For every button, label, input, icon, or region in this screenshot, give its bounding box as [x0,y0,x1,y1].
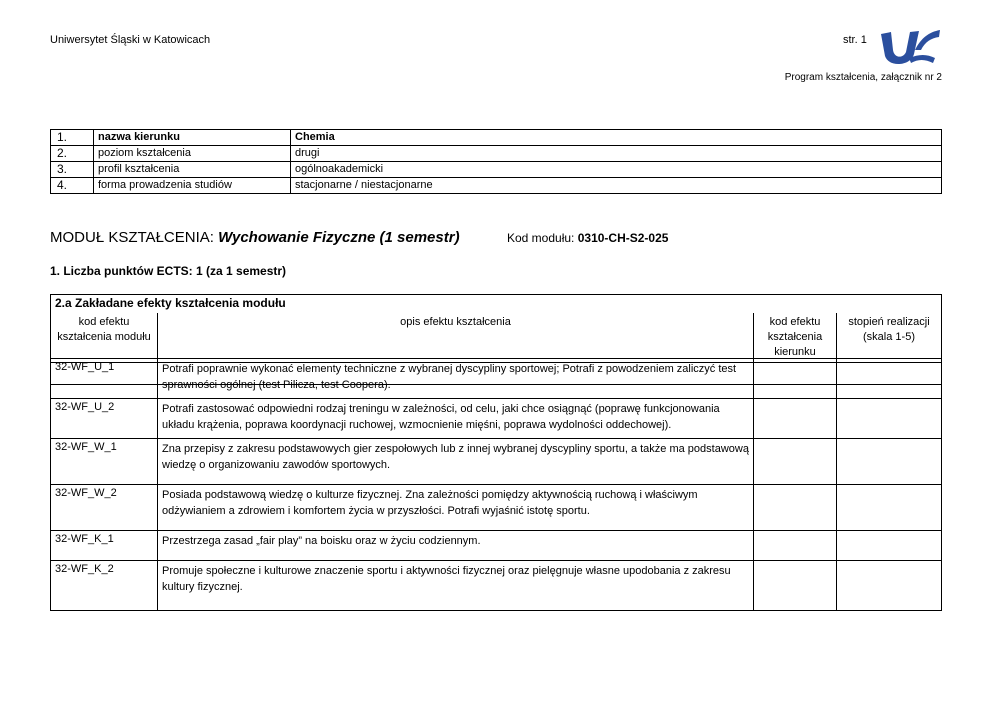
col-header-module-code: kod efektu kształcenia modułu [51,313,158,363]
realization-level-cell [837,439,942,485]
module-code-value: 0310-CH-S2-025 [577,231,669,245]
module-code-label: Kod modułu: [507,231,578,245]
info-number: 4. [51,178,94,194]
col-header-description: opis efektu kształcenia [158,313,754,333]
info-number: 3. [51,162,94,178]
outcome-description: Posiada podstawową wiedzę o kulturze fizycznej. Zna zależności pomiędzy aktywnością ruchową i właściwym odżywianiem a zdrowiem i komfortem życia w przyszłości. Potrafi wyjaśnić istotę sportu. [158,485,754,531]
module-title [50,229,460,246]
realization-level-cell [837,531,942,561]
field-code-cell [754,485,837,531]
outcome-code: 32-WF_U_1 [51,359,158,399]
realization-level-cell [837,359,942,399]
outcome-description: Promuje społeczne i kulturowe znaczenie sportu i aktywności fizycznej oraz pielęgnuje własne upodobania z zakresu kultury fizycznej. [158,561,754,611]
table-row [51,439,942,485]
outcome-code: 32-WF_W_2 [51,485,158,531]
table-row [51,531,942,561]
info-value: stacjonarne / niestacjonarne [291,178,942,194]
info-row [51,146,942,162]
realization-level-cell [837,485,942,531]
field-code-cell [754,439,837,485]
university-name: Uniwersytet Śląski w Katowicach [50,34,211,46]
info-value: ogólnoakademicki [291,162,942,178]
table-row [51,485,942,531]
table-row [51,561,942,611]
page-number: str. 1 [843,34,867,46]
field-code-cell [754,561,837,611]
col-header-field-code: kod efektu kształcenia kierunku [754,313,837,363]
study-info-table [50,129,942,194]
outcome-description: Potrafi poprawnie wykonać elementy techniczne z wybranej dyscypliny sportowej; Potrafi z powodzeniem zaliczyć test sprawności ogólnej (test Pilicza, test Coopera). [158,359,754,399]
section-title: 2.a Zakładane efekty kształcenia modułu [51,295,942,314]
module-code [507,231,668,245]
info-label: poziom kształcenia [94,146,291,162]
table-row [51,359,942,399]
university-logo-icon [879,28,941,66]
field-code-cell [754,359,837,399]
field-code-cell [754,531,837,561]
info-label: profil kształcenia [94,162,291,178]
outcome-description: Zna przepisy z zakresu podstawowych gier zespołowych lub z innej wybranej dyscypliny sportu, a także ma podstawową wiedzę o organizowaniu zawodów sportowych. [158,439,754,485]
ects-points: 1. Liczba punktów ECTS: 1 (za 1 semestr) [50,264,287,278]
outcome-rows [50,358,942,611]
info-number: 1. [51,130,94,146]
info-value: drugi [291,146,942,162]
info-row [51,162,942,178]
info-row [51,178,942,194]
info-row [51,130,942,146]
table-row [51,399,942,439]
module-title-prefix: MODUŁ KSZTAŁCENIA: [50,229,219,246]
outcome-code: 32-WF_U_2 [51,399,158,439]
outcome-code: 32-WF_W_1 [51,439,158,485]
table-header-row [51,313,942,333]
outcome-code: 32-WF_K_1 [51,531,158,561]
info-label: nazwa kierunku [94,130,291,146]
outcome-description: Przestrzega zasad „fair play” na boisku oraz w życiu codziennym. [158,531,754,561]
program-attachment: Program kształcenia, załącznik nr 2 [784,72,942,83]
col-header-realization-level: stopień realizacji (skala 1-5) [837,313,942,363]
info-value: Chemia [291,130,942,146]
field-code-cell [754,399,837,439]
info-label: forma prowadzenia studiów [94,178,291,194]
outcome-code: 32-WF_K_2 [51,561,158,611]
outcome-description: Potrafi zastosować odpowiedni rodzaj treningu w zależności, od celu, jaki chce osiągnąć (poprawę funkcjonowania układu krążenia, poprawa koordynacji ruchowej, wzmocnienie mięśni, poprawa wydolności oddechowej). [158,399,754,439]
realization-level-cell [837,561,942,611]
info-number: 2. [51,146,94,162]
module-name: Wychowanie Fizyczne (1 semestr) [218,229,460,246]
realization-level-cell [837,399,942,439]
